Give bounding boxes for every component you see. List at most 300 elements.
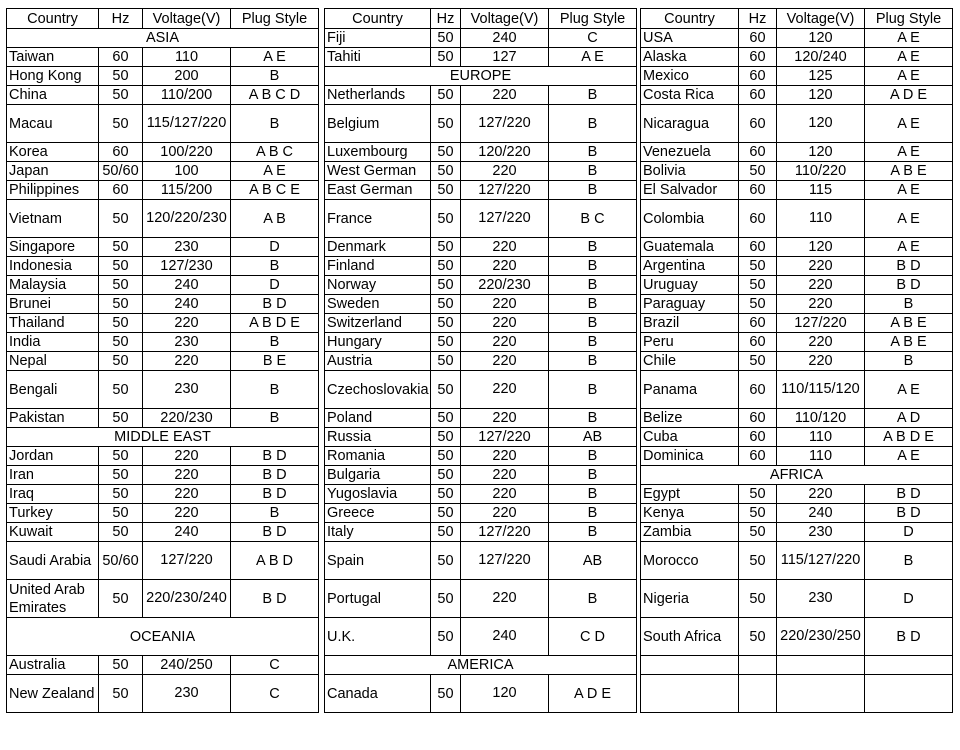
- hz-cell: 60: [739, 181, 777, 200]
- region-label: EUROPE: [325, 67, 637, 86]
- voltage-cell: 127/220: [461, 105, 549, 143]
- country-cell: United Arab Emirates: [7, 580, 99, 618]
- hz-cell: 50: [99, 105, 143, 143]
- voltage-cell: 220: [143, 352, 231, 371]
- country-cell: Romania: [325, 447, 431, 466]
- table-row: [325, 105, 637, 143]
- table-row: [641, 504, 953, 523]
- hz-cell: 50: [431, 371, 461, 409]
- table-row: [641, 48, 953, 67]
- table-row: [7, 371, 319, 409]
- header-plug-style: Plug Style: [865, 9, 953, 29]
- voltage-cell: 220: [777, 352, 865, 371]
- table-row: [7, 352, 319, 371]
- hz-cell: 60: [739, 447, 777, 466]
- plug-style-cell: B D: [231, 447, 319, 466]
- voltage-cell: 230: [777, 523, 865, 542]
- hz-cell: 50: [739, 257, 777, 276]
- hz-cell: 50: [431, 295, 461, 314]
- voltage-cell: 110/200: [143, 86, 231, 105]
- table-row: [325, 523, 637, 542]
- voltage-cell: 220: [461, 485, 549, 504]
- country-cell: U.K.: [325, 618, 431, 656]
- country-cell: Bulgaria: [325, 466, 431, 485]
- table-row: [641, 276, 953, 295]
- table-row: [325, 352, 637, 371]
- country-cell: Italy: [325, 523, 431, 542]
- voltage-cell: 240: [143, 523, 231, 542]
- plug-style-cell: A B C E: [231, 181, 319, 200]
- voltage-cell: 220: [143, 466, 231, 485]
- plug-style-cell: A B D E: [231, 314, 319, 333]
- hz-cell: 50: [739, 485, 777, 504]
- table-row: [641, 542, 953, 580]
- hz-cell: 50: [431, 143, 461, 162]
- voltage-cell: 127/220: [461, 200, 549, 238]
- plug-style-cell: B: [549, 162, 637, 181]
- country-cell: Tahiti: [325, 48, 431, 67]
- hz-cell: 50: [431, 580, 461, 618]
- voltage-cell: 220: [461, 352, 549, 371]
- plug-style-cell: D: [865, 523, 953, 542]
- hz-cell: 50: [431, 352, 461, 371]
- empty-row: [641, 656, 953, 675]
- hz-cell: 50: [431, 428, 461, 447]
- hz-cell: 60: [739, 333, 777, 352]
- region-header-row: [7, 428, 319, 447]
- hz-cell: 50: [99, 504, 143, 523]
- country-cell: West German: [325, 162, 431, 181]
- plug-style-cell: A D E: [549, 675, 637, 713]
- table-row: [641, 257, 953, 276]
- table-row: [641, 409, 953, 428]
- country-cell: Iraq: [7, 485, 99, 504]
- plug-style-cell: C: [231, 656, 319, 675]
- table-row: [7, 675, 319, 713]
- table-row: [641, 29, 953, 48]
- plug-style-cell: B: [549, 181, 637, 200]
- hz-cell: 50: [99, 485, 143, 504]
- voltage-cell: 240: [461, 29, 549, 48]
- country-cell: Paraguay: [641, 295, 739, 314]
- voltage-cell: 120: [461, 675, 549, 713]
- plug-style-cell: A E: [865, 105, 953, 143]
- country-cell: Belize: [641, 409, 739, 428]
- hz-cell: 50: [431, 466, 461, 485]
- voltage-cell: 220: [461, 371, 549, 409]
- country-cell: Czechoslovakia: [325, 371, 431, 409]
- table-row: [641, 162, 953, 181]
- voltage-cell: 120: [777, 29, 865, 48]
- hz-cell: 50: [99, 580, 143, 618]
- voltage-cell: 110/120: [777, 409, 865, 428]
- voltage-cell: 220: [777, 295, 865, 314]
- plug-style-cell: A D: [865, 409, 953, 428]
- table-row: [325, 371, 637, 409]
- country-cell: India: [7, 333, 99, 352]
- table-row: [641, 67, 953, 86]
- hz-cell: 50: [431, 314, 461, 333]
- plug-style-cell: B: [549, 143, 637, 162]
- header-country: Country: [7, 9, 99, 29]
- table-row: [7, 656, 319, 675]
- plug-style-cell: A E: [865, 29, 953, 48]
- voltage-cell: 115/200: [143, 181, 231, 200]
- plug-style-cell: B D: [865, 276, 953, 295]
- table-row: [641, 333, 953, 352]
- country-cell: Zambia: [641, 523, 739, 542]
- country-cell: Poland: [325, 409, 431, 428]
- country-cell: Morocco: [641, 542, 739, 580]
- country-cell: Sweden: [325, 295, 431, 314]
- country-cell: Malaysia: [7, 276, 99, 295]
- region-header-row: [641, 466, 953, 485]
- hz-cell: 60: [739, 143, 777, 162]
- voltage-cell: 220: [143, 485, 231, 504]
- country-cell: Argentina: [641, 257, 739, 276]
- hz-cell: 50: [99, 409, 143, 428]
- hz-cell: 50: [431, 29, 461, 48]
- plug-style-cell: AB: [549, 428, 637, 447]
- table-row: [7, 86, 319, 105]
- header-hz: Hz: [739, 9, 777, 29]
- voltage-cell: 230: [143, 371, 231, 409]
- country-cell: Greece: [325, 504, 431, 523]
- plug-style-cell: B: [549, 238, 637, 257]
- hz-cell: 50/60: [99, 162, 143, 181]
- voltage-cell: 110/220: [777, 162, 865, 181]
- country-cell: Peru: [641, 333, 739, 352]
- table-row: [325, 181, 637, 200]
- country-cell: Canada: [325, 675, 431, 713]
- table-row: [641, 523, 953, 542]
- hz-cell: 50: [99, 295, 143, 314]
- country-cell: Yugoslavia: [325, 485, 431, 504]
- voltage-cell: 127/220: [461, 523, 549, 542]
- table-row: [325, 504, 637, 523]
- country-cell: Kenya: [641, 504, 739, 523]
- hz-cell: 50: [99, 466, 143, 485]
- table-row: [325, 257, 637, 276]
- table-column-1: [6, 8, 319, 713]
- empty-cell: [865, 656, 953, 675]
- country-cell: Taiwan: [7, 48, 99, 67]
- voltage-cell: 230: [143, 675, 231, 713]
- table-row: [325, 162, 637, 181]
- hz-cell: 60: [739, 105, 777, 143]
- table-row: [325, 675, 637, 713]
- plug-style-cell: B C: [549, 200, 637, 238]
- table-row: [7, 162, 319, 181]
- voltage-cell: 220: [461, 86, 549, 105]
- empty-cell: [641, 656, 739, 675]
- plug-style-cell: A E: [865, 238, 953, 257]
- country-cell: Thailand: [7, 314, 99, 333]
- country-table-3: [640, 8, 953, 713]
- hz-cell: 50: [99, 276, 143, 295]
- plug-style-cell: C: [231, 675, 319, 713]
- voltage-cell: 220/230/240: [143, 580, 231, 618]
- plug-style-cell: B D: [231, 580, 319, 618]
- table-row: [7, 580, 319, 618]
- plug-style-cell: B: [549, 105, 637, 143]
- table-row: [325, 295, 637, 314]
- table-row: [7, 105, 319, 143]
- voltage-cell: 220: [777, 257, 865, 276]
- voltage-cell: 127/220: [461, 542, 549, 580]
- table-row: [641, 238, 953, 257]
- table-row: [641, 485, 953, 504]
- plug-style-cell: D: [231, 238, 319, 257]
- country-cell: Nepal: [7, 352, 99, 371]
- hz-cell: 50: [739, 523, 777, 542]
- country-cell: Costa Rica: [641, 86, 739, 105]
- header-voltage: Voltage(V): [777, 9, 865, 29]
- country-cell: Portugal: [325, 580, 431, 618]
- plug-style-cell: B: [549, 409, 637, 428]
- voltage-cell: 220: [461, 466, 549, 485]
- voltage-cell: 230: [777, 580, 865, 618]
- plug-style-cell: A E: [865, 200, 953, 238]
- hz-cell: 50: [431, 86, 461, 105]
- plug-style-cell: A B D E: [865, 428, 953, 447]
- country-cell: China: [7, 86, 99, 105]
- hz-cell: 60: [99, 48, 143, 67]
- plug-style-cell: B: [549, 86, 637, 105]
- voltage-cell: 240: [143, 295, 231, 314]
- plug-style-cell: B: [549, 257, 637, 276]
- hz-cell: 60: [739, 238, 777, 257]
- plug-style-cell: B: [549, 371, 637, 409]
- country-cell: Nicaragua: [641, 105, 739, 143]
- header-country: Country: [325, 9, 431, 29]
- voltage-cell: 120/220/230: [143, 200, 231, 238]
- plug-style-cell: A E: [865, 67, 953, 86]
- hz-cell: 50: [99, 523, 143, 542]
- voltage-cell: 220/230: [461, 276, 549, 295]
- hz-cell: 50: [431, 542, 461, 580]
- voltage-cell: 220: [777, 333, 865, 352]
- header-voltage: Voltage(V): [143, 9, 231, 29]
- voltage-cell: 120: [777, 143, 865, 162]
- voltage-cell: 220: [461, 504, 549, 523]
- table-row: [641, 447, 953, 466]
- country-cell: Australia: [7, 656, 99, 675]
- plug-style-cell: B D: [865, 504, 953, 523]
- table-row: [641, 295, 953, 314]
- table-row: [325, 580, 637, 618]
- table-row: [325, 276, 637, 295]
- region-label: AMERICA: [325, 656, 637, 675]
- country-cell: Korea: [7, 143, 99, 162]
- country-cell: Hungary: [325, 333, 431, 352]
- country-cell: Philippines: [7, 181, 99, 200]
- hz-cell: 60: [739, 314, 777, 333]
- hz-cell: 50: [431, 447, 461, 466]
- header-hz: Hz: [99, 9, 143, 29]
- header-country: Country: [641, 9, 739, 29]
- plug-style-cell: A E: [231, 48, 319, 67]
- country-cell: Netherlands: [325, 86, 431, 105]
- table-row: [325, 542, 637, 580]
- plug-style-cell: B: [865, 295, 953, 314]
- plug-style-cell: B: [549, 485, 637, 504]
- table-row: [641, 86, 953, 105]
- hz-cell: 50: [431, 238, 461, 257]
- hz-cell: 50: [431, 105, 461, 143]
- plug-style-cell: B: [549, 333, 637, 352]
- hz-cell: 50: [99, 238, 143, 257]
- country-cell: New Zealand: [7, 675, 99, 713]
- table-row: [7, 333, 319, 352]
- plug-style-cell: D: [865, 580, 953, 618]
- plug-style-cell: B: [865, 542, 953, 580]
- region-header-row: [7, 29, 319, 48]
- voltage-cell: 220: [461, 333, 549, 352]
- plug-style-cell: D: [231, 276, 319, 295]
- plug-style-cell: B D: [231, 295, 319, 314]
- country-cell: Uruguay: [641, 276, 739, 295]
- table-row: [325, 48, 637, 67]
- plug-style-cell: A E: [865, 371, 953, 409]
- plug-style-cell: B D: [865, 257, 953, 276]
- plug-style-cell: B: [549, 352, 637, 371]
- hz-cell: 50: [431, 618, 461, 656]
- table-row: [641, 143, 953, 162]
- table-row: [641, 314, 953, 333]
- country-cell: Singapore: [7, 238, 99, 257]
- empty-cell: [739, 675, 777, 713]
- plug-style-cell: B: [549, 314, 637, 333]
- table-column-3: [640, 8, 953, 713]
- table-row: [7, 200, 319, 238]
- hz-cell: 50: [431, 523, 461, 542]
- country-cell: Austria: [325, 352, 431, 371]
- region-label: ASIA: [7, 29, 319, 48]
- hz-cell: 50: [431, 504, 461, 523]
- hz-cell: 50: [431, 162, 461, 181]
- voltage-cell: 110: [777, 200, 865, 238]
- plug-style-cell: B: [231, 504, 319, 523]
- hz-cell: 50: [99, 371, 143, 409]
- hz-cell: 50: [739, 352, 777, 371]
- voltage-cell: 120: [777, 238, 865, 257]
- hz-cell: 60: [739, 200, 777, 238]
- voltage-cell: 220: [461, 238, 549, 257]
- table-row: [7, 504, 319, 523]
- plug-style-cell: B D: [231, 485, 319, 504]
- voltage-cell: 120: [777, 86, 865, 105]
- country-cell: Nigeria: [641, 580, 739, 618]
- plug-style-cell: A B C D: [231, 86, 319, 105]
- table-row: [641, 428, 953, 447]
- voltage-cell: 220: [461, 580, 549, 618]
- voltage-cell: 220/230: [143, 409, 231, 428]
- hz-cell: 60: [99, 143, 143, 162]
- region-header-row: [325, 656, 637, 675]
- table-row: [325, 428, 637, 447]
- voltage-cell: 110: [777, 428, 865, 447]
- country-cell: Japan: [7, 162, 99, 181]
- table-row: [7, 257, 319, 276]
- voltage-cell: 220: [461, 162, 549, 181]
- plug-style-cell: AB: [549, 542, 637, 580]
- country-table-2: [324, 8, 637, 713]
- empty-cell: [865, 675, 953, 713]
- table-row: [7, 181, 319, 200]
- hz-cell: 50: [99, 67, 143, 86]
- table-row: [7, 143, 319, 162]
- voltage-cell: 125: [777, 67, 865, 86]
- hz-cell: 50: [99, 333, 143, 352]
- table-row: [325, 333, 637, 352]
- table-row: [7, 295, 319, 314]
- voltage-cell: 240: [143, 276, 231, 295]
- plug-style-cell: B: [865, 352, 953, 371]
- header-voltage: Voltage(V): [461, 9, 549, 29]
- empty-cell: [739, 656, 777, 675]
- country-cell: Denmark: [325, 238, 431, 257]
- country-cell: France: [325, 200, 431, 238]
- voltage-cell: 220: [461, 447, 549, 466]
- table-row: [7, 67, 319, 86]
- hz-cell: 50: [99, 447, 143, 466]
- hz-cell: 60: [99, 181, 143, 200]
- hz-cell: 50: [99, 314, 143, 333]
- table-row: [7, 485, 319, 504]
- country-cell: Panama: [641, 371, 739, 409]
- plug-style-cell: C: [549, 29, 637, 48]
- plug-style-cell: A B C: [231, 143, 319, 162]
- header-plug-style: Plug Style: [231, 9, 319, 29]
- country-cell: Bengali: [7, 371, 99, 409]
- country-cell: Vietnam: [7, 200, 99, 238]
- plug-style-cell: B D: [865, 618, 953, 656]
- plug-style-cell: B: [549, 447, 637, 466]
- hz-cell: 50: [99, 675, 143, 713]
- voltage-cell: 230: [143, 238, 231, 257]
- plug-style-cell: A E: [865, 48, 953, 67]
- country-cell: Alaska: [641, 48, 739, 67]
- voltage-cell: 120/220: [461, 143, 549, 162]
- table-row: [641, 352, 953, 371]
- table-row: [325, 29, 637, 48]
- voltage-cell: 220/230/250: [777, 618, 865, 656]
- table-row: [325, 238, 637, 257]
- country-cell: Fiji: [325, 29, 431, 48]
- hz-cell: 50: [431, 485, 461, 504]
- hz-cell: 60: [739, 29, 777, 48]
- table-row: [641, 181, 953, 200]
- empty-cell: [777, 675, 865, 713]
- country-cell: Brunei: [7, 295, 99, 314]
- empty-row: [641, 675, 953, 713]
- table-row: [325, 618, 637, 656]
- voltage-cell: 127/230: [143, 257, 231, 276]
- hz-cell: 50: [739, 580, 777, 618]
- plug-style-cell: A B E: [865, 333, 953, 352]
- plug-style-cell: B: [231, 409, 319, 428]
- voltage-cell: 110: [777, 447, 865, 466]
- voltage-cell: 200: [143, 67, 231, 86]
- hz-cell: 50: [99, 86, 143, 105]
- table-row: [325, 143, 637, 162]
- hz-cell: 50: [99, 656, 143, 675]
- plug-style-cell: A E: [865, 447, 953, 466]
- voltage-cell: 127/220: [461, 181, 549, 200]
- country-cell: Jordan: [7, 447, 99, 466]
- voltage-cell: 240: [461, 618, 549, 656]
